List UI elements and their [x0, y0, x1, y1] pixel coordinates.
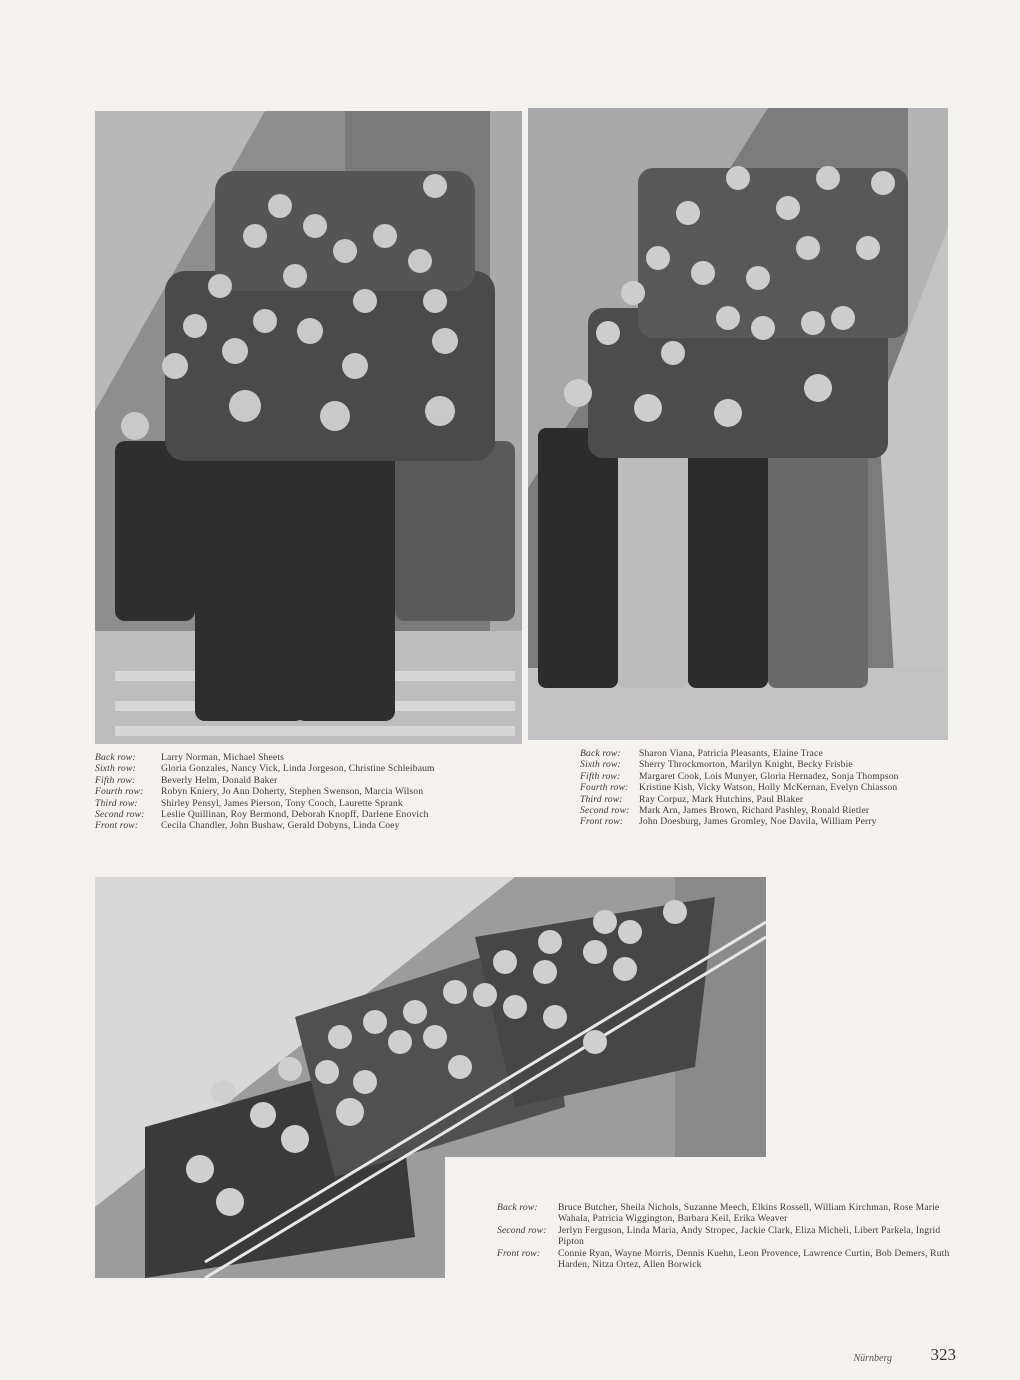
caption-row	[497, 1248, 959, 1271]
row-names: Mark Arn, James Brown, Richard Pashley, Ronald Rietler	[639, 805, 870, 817]
caption-row	[95, 786, 480, 797]
row-names: Beverly Helm, Donald Baker	[161, 774, 278, 786]
caption-row	[95, 752, 480, 763]
row-names: Jerlyn Ferguson, Linda Maria, Andy Stropec, Jackie Clark, Eliza Micheli, Libert Parkela, Ingrid Pipton	[558, 1224, 941, 1248]
row-label: Sixth row:	[95, 763, 136, 775]
row-names: Leslie Quillinan, Roy Bermond, Deborah Knopff, Darlene Enovich	[161, 809, 429, 821]
row-label: Fifth row:	[580, 770, 621, 782]
caption-row	[580, 782, 960, 793]
row-label: Fourth row:	[95, 786, 144, 798]
row-names: Larry Norman, Michael Sheets	[161, 752, 285, 763]
caption-right	[580, 748, 960, 828]
caption-row	[580, 771, 960, 782]
row-label: Second row:	[95, 809, 145, 821]
row-label: Third row:	[580, 793, 623, 805]
class-photo-left	[95, 111, 522, 744]
row-names: Sherry Throckmorton, Marilyn Knight, Becky Frisbie	[639, 759, 853, 771]
class-photo-right	[528, 108, 948, 740]
row-names: Gloria Gonzales, Nancy Vick, Linda Jorgeson, Christine Schleibaum	[161, 763, 435, 775]
row-label: Front row:	[497, 1247, 541, 1259]
row-names: Cecila Chandler, John Bushaw, Gerald Dobyns, Linda Coey	[161, 820, 400, 832]
caption-row	[95, 820, 480, 831]
caption-left	[95, 752, 480, 832]
row-label: Fifth row:	[95, 774, 136, 786]
caption-row	[580, 816, 960, 827]
caption-row	[95, 763, 480, 774]
row-label: Front row:	[95, 820, 139, 832]
caption-row	[580, 759, 960, 770]
row-names: Shirley Pensyl, James Pierson, Tony Cooch, Laurette Sprank	[161, 797, 403, 809]
row-label: Fourth row:	[580, 782, 629, 794]
caption-row	[497, 1202, 959, 1225]
section-name: Nürnberg	[853, 1353, 892, 1364]
row-label: Back row:	[95, 752, 136, 763]
caption-row	[95, 798, 480, 809]
row-names: Ray Corpuz, Mark Hutchins, Paul Blaker	[639, 793, 804, 805]
row-label: Back row:	[580, 748, 621, 759]
row-label: Third row:	[95, 797, 138, 809]
caption-row	[580, 805, 960, 816]
caption-row	[95, 809, 480, 820]
row-label: Sixth row:	[580, 759, 621, 771]
row-names: Connie Ryan, Wayne Morris, Dennis Kuehn, Leon Provence, Lawrence Curtin, Bob Demers, Ruth Harden, Nitza Ortez, Allen Borwick	[558, 1247, 950, 1271]
caption-row	[95, 775, 480, 786]
row-names: Sharon Viana, Patricia Pleasants, Elaine Trace	[639, 748, 823, 759]
row-names: Margaret Cook, Lois Munyer, Gloria Hernadez, Sonja Thompson	[639, 770, 899, 782]
row-label: Second row:	[497, 1224, 547, 1236]
caption-row	[580, 748, 960, 759]
page-number: 323	[930, 1345, 956, 1364]
row-names: John Doesburg, James Gromley, Noe Davila, William Perry	[639, 816, 877, 828]
row-names: Bruce Butcher, Sheila Nichols, Suzanne Meech, Elkins Rossell, William Kirchman, Rose Marie Wahala, Patricia Wiggington, Barbara Keil, Erika Weaver	[558, 1202, 940, 1225]
row-label: Front row:	[580, 816, 624, 828]
row-names: Kristine Kish, Vicky Watson, Holly McKernan, Evelyn Chiasson	[639, 782, 898, 794]
row-label: Second row:	[580, 805, 630, 817]
row-label: Back row:	[497, 1202, 538, 1213]
caption-row	[497, 1225, 959, 1248]
row-names: Robyn Kniery, Jo Ann Doherty, Stephen Swenson, Marcia Wilson	[161, 786, 424, 798]
caption-row	[580, 794, 960, 805]
caption-bottom	[497, 1202, 959, 1270]
